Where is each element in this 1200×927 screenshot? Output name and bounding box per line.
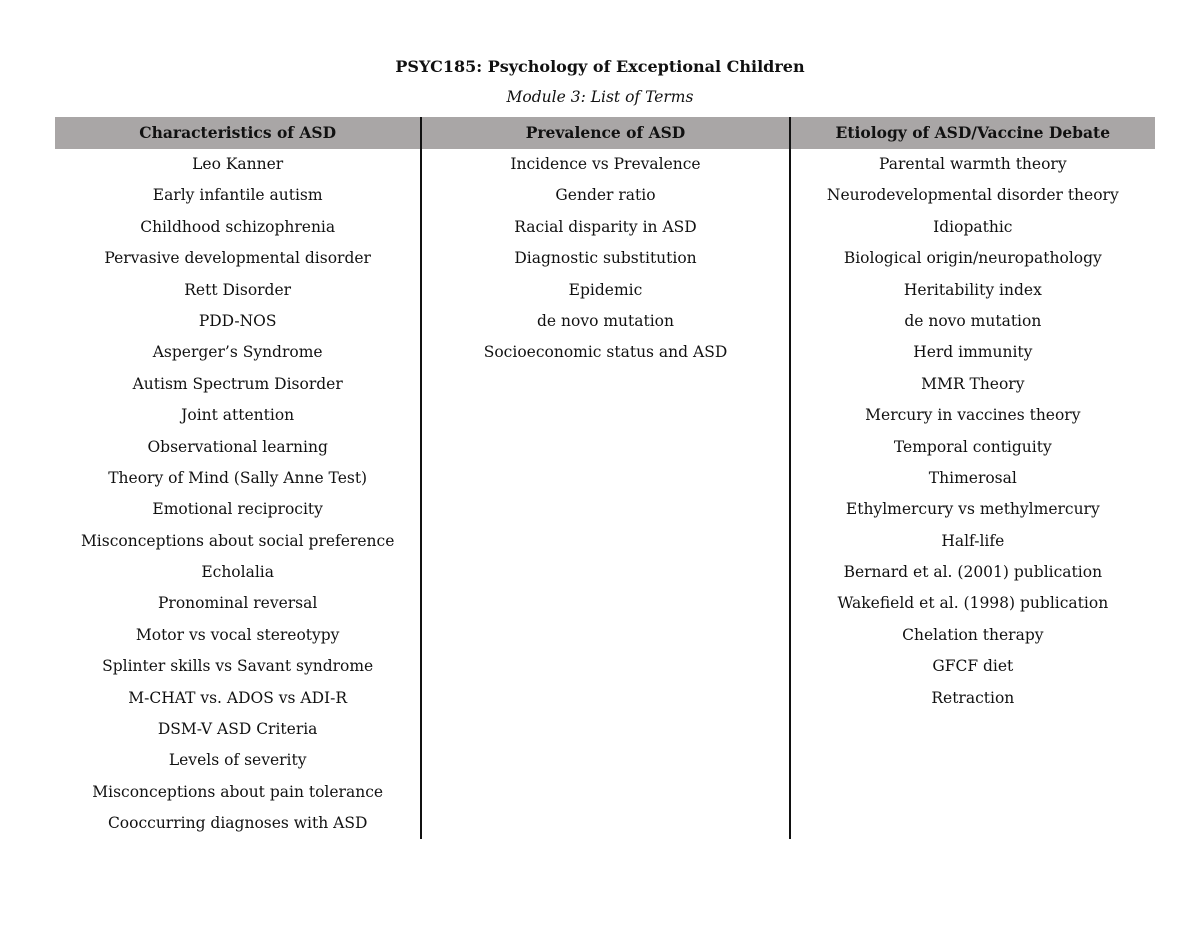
column-header: Prevalence of ASD [422, 117, 788, 149]
term-list [55, 149, 420, 840]
column-header: Etiology of ASD/Vaccine Debate [791, 117, 1155, 149]
term-item: Emotional reciprocity [152, 500, 323, 519]
term-item: Retraction [931, 688, 1015, 707]
term-item: Joint attention [181, 406, 295, 425]
term-item: Pervasive developmental disorder [104, 249, 371, 268]
term-item: DSM-V ASD Criteria [157, 720, 318, 739]
term-item: Ethylmercury vs methylmercury [845, 500, 1100, 519]
term-item: de novo mutation [904, 311, 1042, 330]
term-item: Thimerosal [928, 468, 1017, 487]
term-item: PDD-NOS [198, 311, 277, 330]
document-subtitle: Module 3: List of Terms [506, 88, 694, 106]
term-item: Motor vs vocal stereotypy [135, 625, 340, 644]
term-list [422, 149, 788, 369]
term-item: Idiopathic [933, 217, 1013, 236]
term-item: Leo Kanner [192, 155, 284, 173]
term-list [791, 149, 1155, 714]
column-etiology [789, 117, 1155, 839]
term-item: Half-life [941, 531, 1005, 550]
term-item: Epidemic [568, 280, 643, 299]
column-header: Characteristics of ASD [55, 117, 420, 149]
term-item: Heritability index [903, 280, 1042, 299]
term-item: Parental warmth theory [879, 155, 1067, 173]
term-item: Neurodevelopmental disorder theory [826, 186, 1119, 205]
term-item: Misconceptions about social preference [80, 531, 395, 550]
term-item: Splinter skills vs Savant syndrome [102, 657, 374, 676]
term-item: Socioeconomic status and ASD [483, 343, 728, 362]
term-item: Rett Disorder [184, 280, 292, 299]
term-item: Pronominal reversal [158, 594, 318, 613]
term-item: Herd immunity [913, 343, 1033, 362]
term-item: Early infantile autism [152, 186, 323, 205]
term-item: M-CHAT vs. ADOS vs ADI-R [128, 688, 348, 707]
term-item: Theory of Mind (Sally Anne Test) [108, 468, 368, 487]
term-item: Cooccurring diagnoses with ASD [107, 814, 368, 833]
term-item: Gender ratio [555, 186, 656, 205]
document-title: PSYC185: Psychology of Exceptional Children [395, 57, 805, 76]
term-item: Biological origin/neuropathology [843, 249, 1102, 268]
term-item: Racial disparity in ASD [514, 217, 697, 236]
term-item: Wakefield et al. (1998) publication [837, 594, 1109, 613]
term-item: MMR Theory [921, 374, 1025, 393]
term-item: Chelation therapy [902, 625, 1044, 644]
term-item: Temporal contiguity [893, 437, 1052, 456]
term-item: Asperger’s Syndrome [152, 343, 323, 362]
term-item: Autism Spectrum Disorder [132, 374, 343, 393]
term-item: Mercury in vaccines theory [865, 406, 1081, 425]
term-item: Levels of severity [168, 751, 307, 770]
term-item: de novo mutation [536, 311, 674, 330]
column-characteristics [55, 117, 420, 839]
column-prevalence [420, 117, 788, 839]
term-item: Incidence vs Prevalence [510, 155, 701, 173]
term-item: Observational learning [147, 437, 328, 456]
term-item: Diagnostic substitution [514, 249, 697, 268]
terms-table [55, 117, 1155, 839]
term-item: Misconceptions about pain tolerance [92, 782, 384, 801]
term-item: Bernard et al. (2001) publication [843, 563, 1103, 582]
term-item: Childhood schizophrenia [140, 217, 336, 236]
term-item: Echolalia [201, 563, 274, 582]
term-item: GFCF diet [932, 657, 1014, 676]
